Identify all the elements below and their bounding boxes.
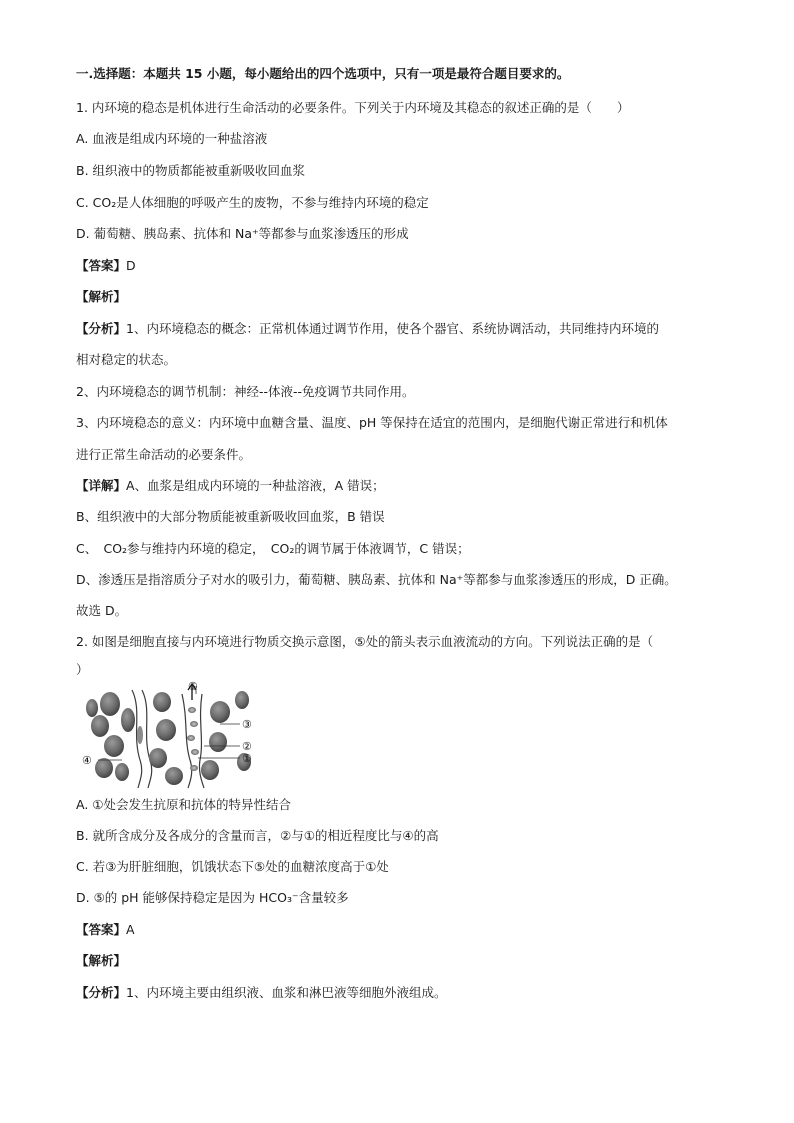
q1-xiangjie-line-2: B、组织液中的大部分物质能被重新吸收回血浆，B 错误 [76,509,385,524]
xiangjie-tag: 【详解】 [76,478,127,493]
q2-answer-line [76,922,135,938]
q2-analysis-tag [76,953,126,969]
q1-option-a: A. 血液是组成内环境的一种盐溶液 [76,131,268,146]
q1-fenxi-line-2: 相对稳定的状态。 [76,352,177,367]
q1-fenxi-line-3: 2、内环境稳态的调节机制：神经--体液--免疫调节共同作用。 [76,384,415,399]
label-1: ① [242,752,252,765]
q1-option-b: B. 组织液中的物质都能被重新吸收回血浆 [76,163,306,178]
q2-option-a: A. ①处会发生抗原和抗体的特异性结合 [76,797,291,812]
fenxi-tag: 【分析】 [76,321,127,336]
q1-fenxi-line-1 [76,321,659,337]
q2-fenxi-text: 1、内环境主要由组织液、血浆和淋巴液等细胞外液组成。 [126,985,447,1000]
tissue-cells [86,692,135,781]
q1-option-c: C. CO₂是人体细胞的呼吸产生的废物，不参与维持内环境的稳定 [76,195,429,210]
answer-tag: 【答案】 [76,258,127,273]
label-2: ② [242,740,252,753]
q1-xiangjie-line-3: C、 CO₂参与维持内环境的稳定， CO₂的调节属于体液调节，C 错误； [76,541,470,556]
q1-stem: 1. 内环境的稳态是机体进行生命活动的必要条件。下列关于内环境及其稳态的叙述正确的是（ ） [76,100,630,115]
q2-option-d: D. ⑤的 pH 能够保持稳定是因为 HCO₃⁻含量较多 [76,890,349,905]
q1-fenxi-line-5: 进行正常生命活动的必要条件。 [76,447,252,462]
q1-option-d: D. 葡萄糖、胰岛素、抗体和 Na⁺等都参与血浆渗透压的形成 [76,226,409,241]
q1-fenxi-text-1: 1、内环境稳态的概念：正常机体通过调节作用，使各个器官、系统协调活动，共同维持内环境的 [126,321,659,336]
q2-fenxi-line [76,985,446,1001]
q1-xiangjie-line-4: D、渗透压是指溶质分子对水的吸引力，葡萄糖、胰岛素、抗体和 Na⁺等都参与血浆渗透压的形成，D 正确。 [76,572,677,587]
section-heading: 一.选择题：本题共 15 小题，每小题给出的四个选项中，只有一项是最符合题目要求的。 [76,66,570,81]
lymph-cell [137,726,143,744]
q1-analysis-tag [76,289,126,305]
q1-xiangjie-text-1: A、血浆是组成内环境的一种盐溶液，A 错误； [126,478,385,493]
q2-option-b: B. 就所含成分及各成分的含量而言，②与①的相近程度比与④的高 [76,828,439,843]
label-3: ③ [242,718,252,731]
q1-xiangjie-line-1 [76,478,385,494]
q2-answer-tag: 【答案】 [76,922,127,937]
label-4: ④ [82,754,92,767]
tissue-exchange-figure [70,680,260,790]
q2-fenxi-tag: 【分析】 [76,985,127,1000]
q2-answer: A [126,922,135,937]
analysis-tag: 【解析】 [76,289,127,304]
q2-stem-line-2: ） [76,662,89,677]
q2-option-c: C. 若③为肝脏细胞，饥饿状态下⑤处的血糖浓度高于①处 [76,859,389,874]
q1-fenxi-line-4: 3、内环境稳态的意义：内环境中血糖含量、温度、pH 等保持在适宜的范围内，是细胞代谢正常进行和机体 [76,415,668,430]
q2-stem-line-1: 2. 如图是细胞直接与内环境进行物质交换示意图，⑤处的箭头表示血液流动的方向。下列说法正确的是（ [76,634,654,649]
red-blood-cells [187,707,199,771]
q2-analysis-tag-text: 【解析】 [76,953,127,968]
label-5: ⑤ [188,680,198,693]
q1-answer: D [126,258,136,273]
q1-xiangjie-line-5: 故选 D。 [76,603,128,618]
q1-answer-line [76,258,136,274]
